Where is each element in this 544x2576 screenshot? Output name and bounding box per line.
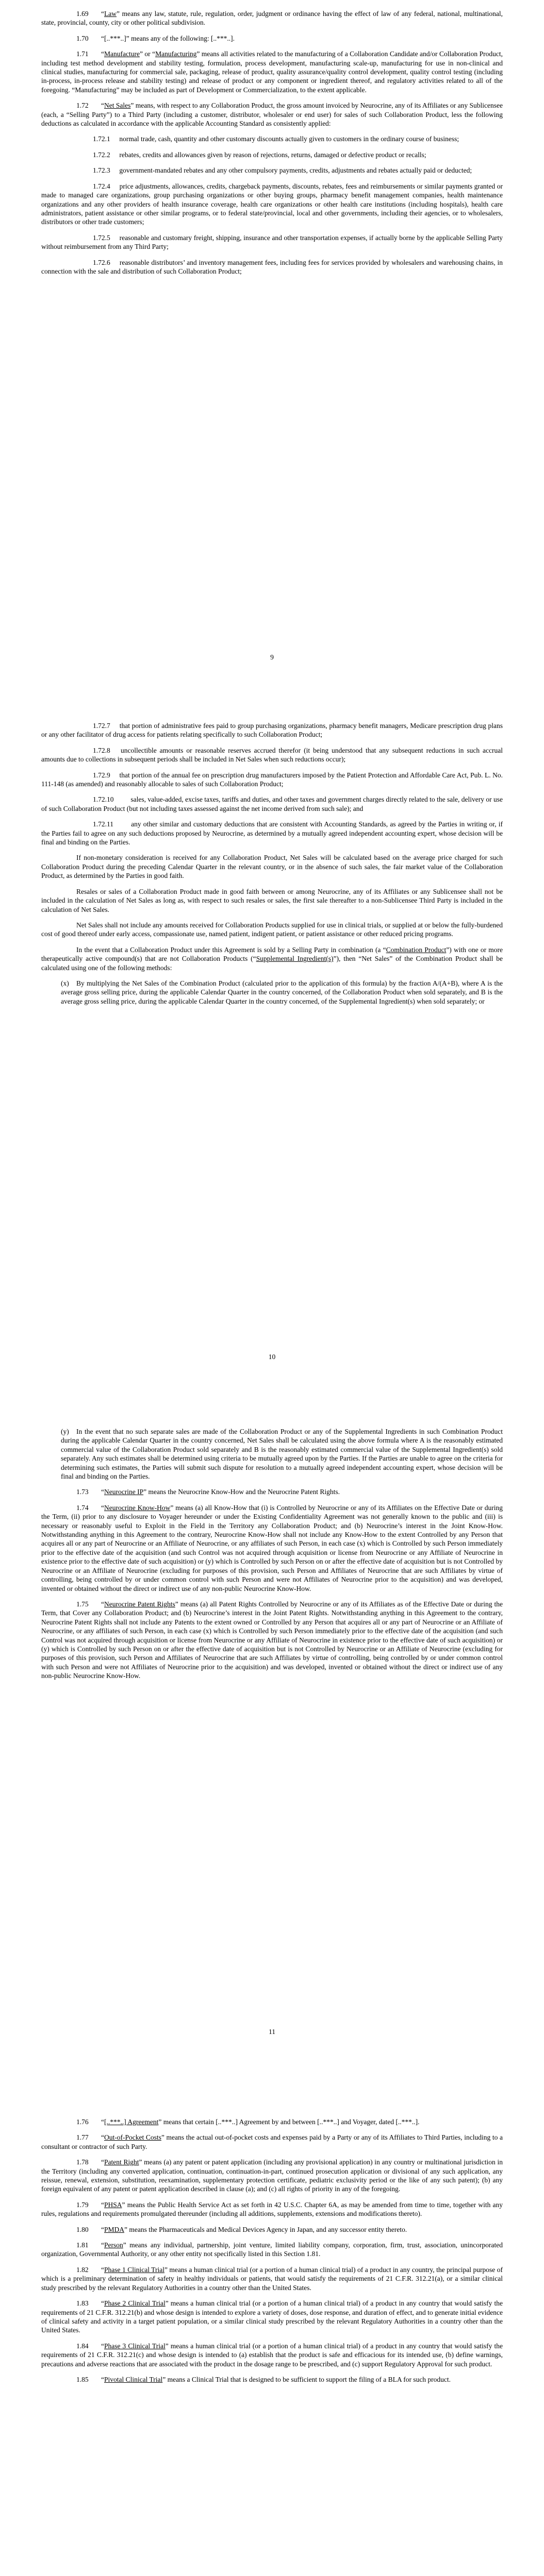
definition-1-80: 1.80 “PMDA” means the Pharmaceuticals and Medical Devices Agency in Japan, and any successor entity thereto. [76,2225,407,2233]
definition-1-73: 1.73 “Neurocrine IP” means the Neurocrine Know-How and the Neurocrine Patent Rights. [76,1488,340,1496]
subsection-1-72-7 [41,721,503,739]
section-number: 1.84 [76,2342,89,2350]
definition-1-77: 1.77 “Out-of-Pocket Costs” means the actual out-of-pocket costs and expenses paid by a Party or any of its Affiliates to Third Parties, including to a consultant or contractor of such Party. [41,2133,503,2150]
definition-text: ” means (a) any patent or patent application (including any provisional application) in any country or multinational jurisdiction in the Territory (including any converted application, continuation, continuation-in-part, continued prosecution application or divisional of any such application, any reissue, renewal, extension, substitution, reexamination, supplementary protection certificate, pediatric exclusivity period or the like of any such patent); (b) any foreign equivalent of any patent or patent application described in clause (a); and (c) all rights of priority in any of the foregoing. [41,2158,503,2193]
defined-term: Neurocrine Patent Rights [104,1600,175,1608]
section-number: 1.72.4 [93,182,110,190]
subsection-text: that portion of the annual fee on prescription drug manufacturers imposed by the Patient Protection and Affordable Care Act, Pub. L. No. 111-148 (as amended) and reasonably allocable to sales of such Collaboration Product; [41,771,503,788]
section-number: 1.72.7 [93,722,110,730]
subsection-1-72-8 [41,746,503,764]
section-number: 1.72.6 [93,258,110,266]
definition-text: ” means (a) all Patent Rights Controlled by Neurocrine or any of its Affiliates as of the Effective Date or during the Term, that Cover any Collaboration Product; and (b) Neurocrine’s interest in the Joint Patent Rights. Notwithstanding anything in this Agreement to the contrary, Neurocrine Patent Rights shall not include any Patents to the extent owned or Controlled by any Person that acquires all or any part of Neurocrine or an Affiliate of Neurocrine, or any affiliates of such Person, in each case (x) which is Controlled by such Person immediately prior to the effective date of the acquisition (and such Control was not acquired through acquisition or license from Neurocrine or any Affiliate of Neurocrine in existence prior to the effective date of such acquisition) or (y) which is Controlled by such Person on or after the effective date of acquisition but is not Controlled by Neurocrine or an Affiliate of Neurocrine (excluding for purposes of this provision, such Person and Affiliates of Neurocrine that are such Affiliates by virtue of controlling, being controlled by or under common control with such Person and were not Affiliates of Neurocrine prior to the acquisition) and was developed, invented or obtained without the direct or indirect use of any non-public Neurocrine Know-How. [41,1600,503,1680]
definition-1-79: 1.79 “PHSA” means the Public Health Service Act as set forth in 42 U.S.C. Chapter 6A, as may be amended from time to time, together with any rules, regulations and requirements promulgated thereunder (including all additions, supplements, extensions and modifications thereto). [41,2200,503,2218]
definition-1-70 [41,34,503,43]
subsection-text: reasonable distributors’ and inventory management fees, including fees for services provided by wholesalers and warehousing chains, in connection with the sale and distribution of such Collaboration Product; [41,258,503,275]
defined-term: Patent Right [104,2158,139,2166]
section-number: 1.75 [76,1600,89,1608]
clause-marker: (y) [61,1428,69,1435]
defined-term: Combination Product [386,945,447,954]
paragraph-text: In the event that a Collaboration Product under this Agreement is sold by a Selling Party in combination (a “ [76,945,386,954]
subsection-1-72-2 [41,150,503,159]
section-number: 1.72.9 [93,771,110,779]
section-number: 1.72 [76,101,89,110]
section-number: 1.72.11 [93,820,113,828]
paragraph-clinical-supply: Net Sales shall not include any amounts received for Collaboration Products supplied for use in clinical trials, or supplied at or below the fully-burdened cost of good thereof under early access, compassionate use, named patient, indigent patient, or patient assistance or other reduced pricing programs. [41,921,503,938]
definition-1-84: 1.84 “Phase 3 Clinical Trial” means a human clinical trial (or a portion of a human clinical trial) of a product in any country that would satisfy the requirements of 21 C.F.R. 312.21(c) and whose design is intended to (a) establish that the product is safe and efficacious for its intended use, (b) define warnings, precautions and adverse reactions that are associated with the product in the dosage range to be prescribed, and (c) support Regulatory Approval for such product. [41,2342,503,2368]
page-number: 9 [270,653,274,661]
section-number: 1.74 [76,1503,89,1512]
subsection-1-72-11 [41,820,503,846]
paragraph-combination-product [41,945,503,972]
subsection-text: any other similar and customary deductions that are consistent with Accounting Standards, as agreed by the Parties in writing or, if the Parties fail to agree on any such deductions proposed by Neurocrine, as determined by a mutually agreed independent accounting expert, whose decision will be final and binding on the Parties. [41,820,503,846]
section-number: 1.72.3 [93,166,110,175]
section-number: 1.72.8 [93,746,110,754]
defined-term: Pivotal Clinical Trial [104,2375,163,2383]
paragraph-text: ”) with one or more therapeutically active compound(s) that are not Collaboration Products (“ [41,945,503,963]
definition-1-75: 1.75 “Neurocrine Patent Rights” means (a) all Patent Rights Controlled by Neurocrine or any of its Affiliates as of the Effective Date or during the Term, that Cover any Collaboration Product; and (b) Neurocrine’s interest in the Joint Patent Rights. Notwithstanding anything in this Agreement to the contrary, Neurocrine Patent Rights shall not include any Patents to the extent owned or Controlled by any Person that acquires all or any part of Neurocrine or an Affiliate of Neurocrine, or any affiliates of such Person, in each case (x) which is Controlled by such Person immediately prior to the effective date of the acquisition (and such Control was not acquired through acquisition or license from Neurocrine or any Affiliate of Neurocrine in existence prior to the effective date of such acquisition) or (y) which is Controlled by such Person on or after the effective date of acquisition but is not Controlled by Neurocrine or an Affiliate of Neurocrine (excluding for purposes of this provision, such Person and Affiliates of Neurocrine that are such Affiliates by virtue of controlling, being controlled by or under common control with such Person and were not Affiliates of Neurocrine prior to the acquisition) and was developed, invented or obtained without the direct or indirect use of any non-public Neurocrine Know-How. [41,1600,503,1680]
page-number: 10 [268,1353,276,1361]
subsection-1-72-9 [41,771,503,789]
defined-term: Phase 1 Clinical Trial [104,2265,164,2274]
subsection-1-72-6 [41,258,503,276]
subsection-1-72-5 [41,233,503,251]
section-number: 1.69 [76,10,89,18]
definition-text: ” means a Clinical Trial that is designed to be sufficient to support the filing of a BLA for such product. [162,2375,451,2383]
definition-text: ” means that certain [..***..] Agreement by and between [..***..] and Voyager, dated [..***..]. [158,2118,420,2126]
subsection-text: price adjustments, allowances, credits, chargeback payments, discounts, rebates, fees and reimbursements or similar payments granted or made to managed care organizations, group purchasing organizations or other buying groups, pharmacy benefit management companies, health maintenance organizations and any other providers of health insurance coverage, health care organizations or other health care institutions (including hospitals), health care administrators, patient assistance or other similar programs, or to federal state/provincial, local and other governments, including their agencies, or to wholesalers, distributors or other trade customers; [41,182,503,226]
subsection-1-72-3 [41,166,503,175]
subsection-text: reasonable and customary freight, shipping, insurance and other transportation expenses, if actually borne by the applicable Selling Party without reimbursement from any Third Party; [41,233,503,251]
definition-1-72: 1.72 “Net Sales” means, with respect to any Collaboration Product, the gross amount invoiced by Neurocrine, any of its Affiliates or any Sublicensee (each, a “Selling Party”) to a Third Party (including a customer, distributor, wholesaler or end user) for sales of such Collaboration Product, less the following deductions as calculated in accordance with the applicable Accounting Standard as consistently applied: [41,101,503,128]
clause-marker: (x) [61,979,69,987]
section-number: 1.83 [76,2299,89,2308]
paragraph-1-69-continued: 1.69 “Law” means any law, statute, rule, regulation, order, judgment or ordinance having the effect of law of any federal, national, multinational, state, provincial, county, city or other political subdivision. [41,10,503,27]
subsection-text: rebates, credits and allowances given by reason of rejections, returns, damaged or defective product or recalls; [119,150,426,159]
section-number: 1.78 [76,2158,89,2166]
clause-text: In the event that no such separate sales are made of the Collaboration Product or any of the Supplemental Ingredients in such Combination Product during the applicable Calendar Quarter in the country concerned, Net Sales shall be calculated using the above formula where A is the reasonably estimated commercial value of the Collaboration Product sold separately and B is the reasonably estimated commercial value of the Supplemental Ingredient(s) sold separately. Any such estimates shall be determined using criteria to be mutually agreed upon by the Parties. If the Parties are unable to agree on the criteria for determining such estimates, the Parties will submit such dispute for resolution to a mutually agreed independent accounting expert, whose decision will be final and binding on the Parties. [61,1428,503,1481]
definition-1-82: 1.82 “Phase 1 Clinical Trial” means a human clinical trial (or a portion of a human clinical trial) of a product in any country, the principal purpose of which is a preliminary determination of safety in healthy individuals or patients, that would satisfy the requirements of 21 C.F.R. 312.21(a), or a similar clinical study prescribed by the relevant Regulatory Authorities in a country other than the United States. [41,2265,503,2292]
definition-text: ” means the actual out-of-pocket costs and expenses paid by a Party or any of its Affiliates to Third Parties, including to a consultant or contractor of such Party. [41,2133,503,2150]
section-number: 1.85 [76,2375,89,2383]
paragraph-resales: Resales or sales of a Collaboration Product made in good faith between or among Neurocrine, any of its Affiliates or any Sublicensee shall not be included in the calculation of Net Sales as long as, with respect to such resales or sales, the first sale thereafter to a non-Sublicensee Third Party is included in the calculation of Net Sales. [41,887,503,913]
definition-text: ” means, with respect to any Collaboration Product, the gross amount invoiced by Neurocrine, any of its Affiliates or any Sublicensee (each, a “Selling Party”) to a Third Party (including a customer, distributor, wholesaler or end user) for sales of such Collaboration Product, less the following deductions as calculated in accordance with the applicable Accounting Standard as consistently applied: [41,101,503,128]
definition-text: ” means a human clinical trial (or a portion of a human clinical trial) of a product in any country that would satisfy the requirements of 21 C.F.R. 312.21(b) and whose design is intended to explore a variety of doses, dose response, and duration of effect, and to generate initial evidence of clinical safety and activity in a target patient population, or a similar clinical study prescribed by the relevant Regulatory Authorities in a country other than the United States. [41,2299,503,2334]
defined-term: Net Sales [104,101,131,110]
section-number: 1.80 [76,2225,89,2233]
subsection-1-72-4 [41,182,503,227]
section-number: 1.71 [76,50,89,58]
defined-term: Phase 2 Clinical Trial [104,2299,166,2308]
definition-text: ” means (a) all Know-How that (i) is Controlled by Neurocrine or any of its Affiliates on the Effective Date or during the Term, (ii) prior to any disclosure to Voyager hereunder or under the Existing Confidentiality Agreement was not generally known to the public and (iii) is necessary or reasonably useful to Exploit in the Field in the Territory any Collaboration Product; and (b) Neurocrine’s interest in the Joint Know-How. Notwithstanding anything in this Agreement to the contrary, Neurocrine Know-How shall not include any Know-How to the extent Controlled by any Person that acquires all or any part of Neurocrine or an Affiliate of Neurocrine, or any affiliates of such Person, in each case (x) which is Controlled by such Person immediately prior to the effective date of the acquisition (and such Control was not acquired through acquisition or license from Neurocrine or any Affiliate of Neurocrine in existence prior to the effective date of such acquisition) or (y) which is Controlled by such Person on or after the effective date of acquisition but is not Controlled by Neurocrine or an Affiliate of Neurocrine (excluding for purposes of this provision, such Person and Affiliates of Neurocrine that are such Affiliates by virtue of controlling, being controlled by or under common control with such Person and were not Affiliates of Neurocrine prior to the acquisition) and was developed, invented or obtained without the direct or indirect use of any non-public Neurocrine Know-How. [41,1503,503,1592]
defined-term: Manufacture [104,50,140,58]
section-number: 1.76 [76,2118,89,2126]
subsection-text: government-mandated rebates and any other compulsory payments, credits, adjustments and rebates actually paid or deducted; [119,166,472,175]
defined-term: PHSA [104,2200,122,2209]
definition-text: ” means a human clinical trial (or a portion of a human clinical trial) of a product in any country, the principal purpose of which is a preliminary determination of safety in healthy individuals or patients, that would satisfy the requirements of 21 C.F.R. 312.21(a), or a similar clinical study prescribed by the relevant Regulatory Authorities in a country other than the United States. [41,2265,503,2292]
defined-term: Person [104,2241,123,2249]
section-number: 1.72.2 [93,150,110,159]
clause-text: By multiplying the Net Sales of the Combination Product (calculated prior to the application of this formula) by the fraction A/(A+B), where A is the average gross selling price, during the applicable Calendar Quarter in the country concerned, of the Collaboration Product when sold separately, and B is the average gross selling price, during the applicable Calendar Quarter in the country concerned, of the Supplemental Ingredient(s) when sold separately; or [61,979,503,1005]
definition-text: ” means a human clinical trial (or a portion of a human clinical trial) of a product in any country that would satisfy the requirements of 21 C.F.R. 312.21(c) and whose design is intended to (a) establish that the product is safe and efficacious for its intended use, (b) define warnings, precautions and adverse reactions that are associated with the product in the dosage range to be prescribed, and (c) support Regulatory Approval for such product. [41,2342,503,2368]
formula-clause-y [61,1427,503,1481]
section-number: 1.82 [76,2265,89,2274]
subsection-text: uncollectible amounts or reasonable reserves accrued therefor (it being understood that any subsequent reductions in such accrual amounts due to collections in subsequent periods shall be included in Net Sales when such reductions occur); [41,746,503,764]
subsection-text: normal trade, cash, quantity and other customary discounts actually given to customers in the ordinary course of business; [119,135,459,143]
definition-1-78: 1.78 “Patent Right” means (a) any patent or patent application (including any provisional application) in any country or multinational jurisdiction in the Territory (including any converted application, continuation, continuation-in-part, continued prosecution application or divisional of any such application, any reissue, renewal, extension, substitution, reexamination, supplementary protection certificate, pediatric exclusivity period or the like of any such patent); (b) any foreign equivalent of any patent or patent application described in clause (a); and (c) all rights of priority in any of the foregoing. [41,2158,503,2193]
section-number: 1.79 [76,2200,89,2209]
paragraph-text: having the effect of law of any federal, national, multinational, state, provincial, county, city or other political subdivision. [41,10,503,27]
subsection-1-72-10 [41,795,503,813]
defined-term: PMDA [104,2225,125,2233]
definition-1-81: 1.81 “Person” means any individual, partnership, joint venture, limited liability company, corporation, firm, trust, association, unincorporated organization, Governmental Authority, or any other entity not specifically listed in this Section 1.81. [41,2241,503,2258]
subsection-1-72-1 [41,134,503,143]
definition-text: ” means any individual, partnership, joint venture, limited liability company, corporation, firm, trust, association, unincorporated organization, Governmental Authority, or any other entity not specifically listed in this Section 1.81. [41,2241,503,2258]
defined-term: Out-of-Pocket Costs [104,2133,161,2142]
definition-text: ” means the Neurocrine Know-How and the Neurocrine Patent Rights. [143,1488,340,1496]
defined-term: Law [104,10,117,18]
section-number: 1.70 [76,34,89,42]
definition-1-85: 1.85 “Pivotal Clinical Trial” means a Clinical Trial that is designed to be sufficient to support the filing of a BLA for such product. [76,2375,451,2383]
paragraph-non-monetary: If non-monetary consideration is received for any Collaboration Product, Net Sales will be calculated based on the average price charged for such Collaboration Product during the preceding Calendar Quarter in the relevant country, or in the absence of such sales, the fair market value of the Collaboration Product, as determined by the Parties in good faith. [41,854,503,880]
defined-term: Supplemental Ingredient(s) [256,955,334,963]
section-number: 1.81 [76,2241,89,2249]
defined-term: [..***..] Agreement [104,2118,159,2126]
section-number: 1.72.10 [93,795,114,804]
section-number: 1.77 [76,2133,89,2142]
defined-term: Neurocrine IP [104,1488,144,1496]
subsection-text: sales, value-added, excise taxes, tariffs and duties, and other taxes and government charges directly related to the sale, delivery or use of such Collaboration Product (but not including taxes assessed against the net income derived from such sale); and [41,795,503,812]
definition-text: ” means the Pharmaceuticals and Medical Devices Agency in Japan, and any successor entity thereto. [124,2225,407,2233]
definition-1-76: 1.76 “[..***..] Agreement” means that certain [..***..] Agreement by and between [..***..] and Voyager, dated [..***..]. [76,2118,420,2126]
definition-1-71: 1.71 “Manufacture” or “Manufacturing” means all activities related to the manufacturing of a Collaboration Candidate and/or Collaboration Product, including test method development and stability testing, formulation, process development, manufacturing scale-up, manufacturing for use in non-clinical and clinical studies, manufacturing for commercial sale, packaging, release of product, quality assurance/quality control development, quality control testing (including in-process, in-process release and stability testing) and release of product or any component or ingredient thereof, and regulatory activities related to all of the foregoing. “Manufacturing” may be included as part of Development or Commercialization, to the extent applicable. [41,50,503,94]
defined-term: Manufacturing [155,50,197,58]
page-number: 11 [269,2028,275,2036]
definition-1-83: 1.83 “Phase 2 Clinical Trial” means a human clinical trial (or a portion of a human clinical trial) of a product in any country that would satisfy the requirements of 21 C.F.R. 312.21(b) and whose design is intended to explore a variety of doses, dose response, and duration of effect, and to generate initial evidence of clinical safety and activity in a target patient population, or a similar clinical study prescribed by the relevant Regulatory Authorities in a country other than the United States. [41,2299,503,2334]
definition-text: ” means all activities related to the manufacturing of a Collaboration Candidate and/or Collaboration Product, including test method development and stability testing, formulation, process development, manufacturing scale-up, manufacturing for use in non-clinical and clinical studies, manufacturing for commercial sale, packaging, release of product, quality assurance/quality control development, quality control testing (including in-process, in-process release and stability testing) and release of product or any component or ingredient thereof, and regulatory activities related to all of the foregoing. “Manufacturing” may be included as part of Development or Commercialization, to the extent applicable. [41,50,503,94]
definition-1-74: 1.74 “Neurocrine Know-How” means (a) all Know-How that (i) is Controlled by Neurocrine or any of its Affiliates on the Effective Date or during the Term, (ii) prior to any disclosure to Voyager hereunder or under the Existing Confidentiality Agreement was not generally known to the public and (iii) is necessary or reasonably useful to Exploit in the Field in the Territory any Collaboration Product; and (b) Neurocrine’s interest in the Joint Know-How. Notwithstanding anything in this Agreement to the contrary, Neurocrine Know-How shall not include any Know-How to the extent Controlled by any Person that acquires all or any part of Neurocrine or an Affiliate of Neurocrine, or any affiliates of such Person, in each case (x) which is Controlled by such Person immediately prior to the effective date of the acquisition (and such Control was not acquired through acquisition or license from Neurocrine or any Affiliate of Neurocrine in existence prior to the effective date of such acquisition) or (y) which is Controlled by such Person on or after the effective date of acquisition but is not Controlled by Neurocrine or an Affiliate of Neurocrine (excluding for purposes of this provision, such Person and Affiliates of Neurocrine that are such Affiliates by virtue of controlling, being controlled by or under common control with such Person and were not Affiliates of Neurocrine prior to the acquisition) and was developed, invented or obtained without the direct or indirect use of any non-public Neurocrine Know-How. [41,1503,503,1592]
subsection-text: that portion of administrative fees paid to group purchasing organizations, pharmacy benefit managers, Medicare prescription drug plans or any other facilitator of drug access for patients relating specifically to such Collaboration Product; [41,722,503,739]
defined-term: Phase 3 Clinical Trial [104,2342,166,2350]
section-number: 1.72.1 [93,135,110,143]
section-number: 1.72.5 [93,233,110,242]
section-number: 1.73 [76,1488,89,1496]
definition-text: ” means the Public Health Service Act as set forth in 42 U.S.C. Chapter 6A, as may be amended from time to time, together with any rules, regulations and requirements promulgated thereunder (including all additions, supplements, extensions and modifications thereto). [41,2200,503,2218]
paragraph-text: ”), then “Net Sales” of the Combination Product shall be calculated using one of the following methods: [41,955,503,972]
defined-term: Neurocrine Know-How [104,1503,171,1512]
definition-text: “[..***..]” means any of the following: [..***..]. [101,34,235,42]
formula-clause-x [61,979,503,1006]
